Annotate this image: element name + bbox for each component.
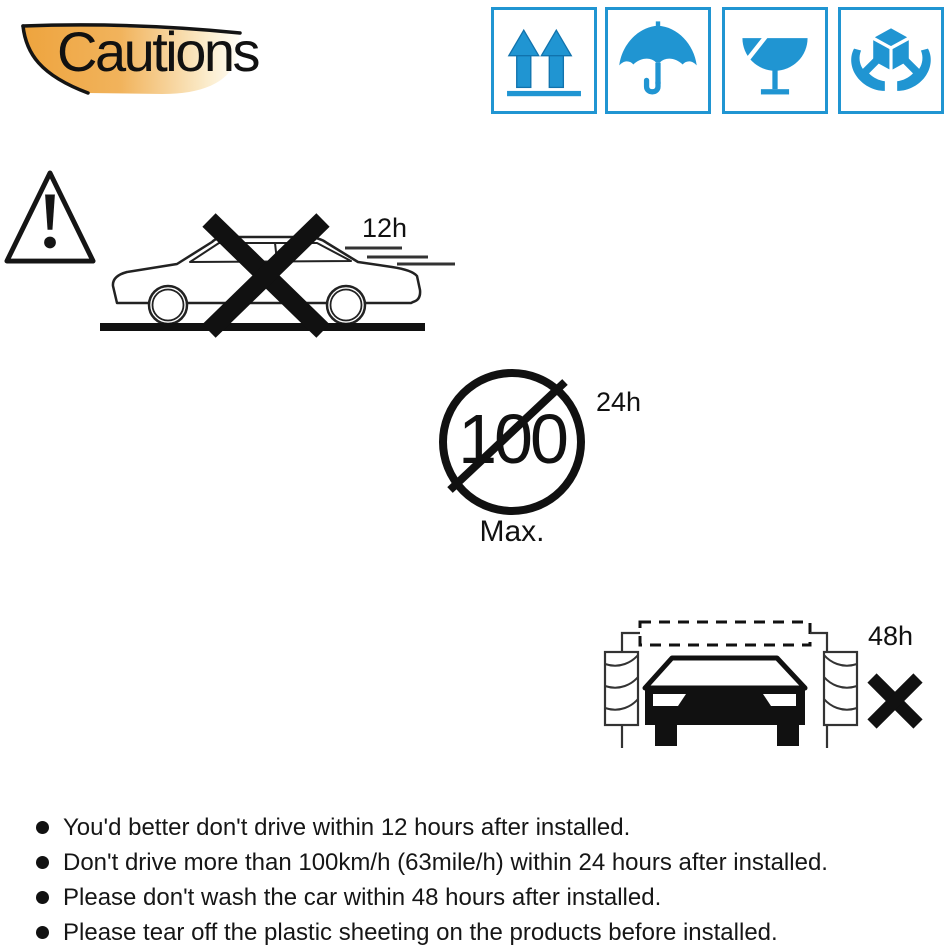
page-title: Cautions	[57, 20, 259, 83]
warning-triangle-icon	[3, 167, 97, 267]
caution-note-item	[36, 880, 936, 915]
no-wash-duration-label: 48h	[868, 621, 914, 651]
caution-note-item	[36, 810, 936, 845]
keep-dry-icon	[614, 17, 702, 105]
packaging-symbol-keep-dry	[605, 7, 711, 114]
packaging-symbol-fragile	[722, 7, 828, 114]
handle-with-care-icon	[847, 17, 935, 105]
bullet-dot-icon	[36, 856, 49, 869]
car-wash-top-brush	[640, 622, 810, 645]
bullet-dot-icon	[36, 926, 49, 939]
car-wash-icon	[600, 612, 862, 752]
fragile-icon	[731, 17, 819, 105]
caution-note-text: Please don't wash the car within 48 hours after installed.	[63, 883, 662, 911]
packaging-symbol-handle-with-care	[838, 7, 944, 114]
caution-note-text: Don't drive more than 100km/h (63mile/h) within 24 hours after installed.	[63, 848, 828, 876]
caution-note-text: Please tear off the plastic sheeting on the products before installed.	[63, 918, 778, 946]
bullet-dot-icon	[36, 821, 49, 834]
speed-limit-duration-label: 24h	[596, 387, 642, 417]
no-wash-cross-icon	[864, 670, 926, 732]
bullet-dot-icon	[36, 891, 49, 904]
caution-notes-list	[36, 810, 936, 949]
packaging-symbol-this-side-up	[491, 7, 597, 114]
speed-limit-max-label: Max.	[479, 515, 545, 548]
car-front-icon	[645, 658, 805, 746]
caution-note-item	[36, 915, 936, 949]
no-drive-duration-label: 12h	[362, 213, 408, 243]
caution-note-item	[36, 845, 936, 880]
speed-limit-value: 100	[458, 400, 566, 478]
caution-note-text: You'd better don't drive within 12 hours after installed.	[63, 813, 631, 841]
this-side-up-icon	[500, 17, 588, 105]
